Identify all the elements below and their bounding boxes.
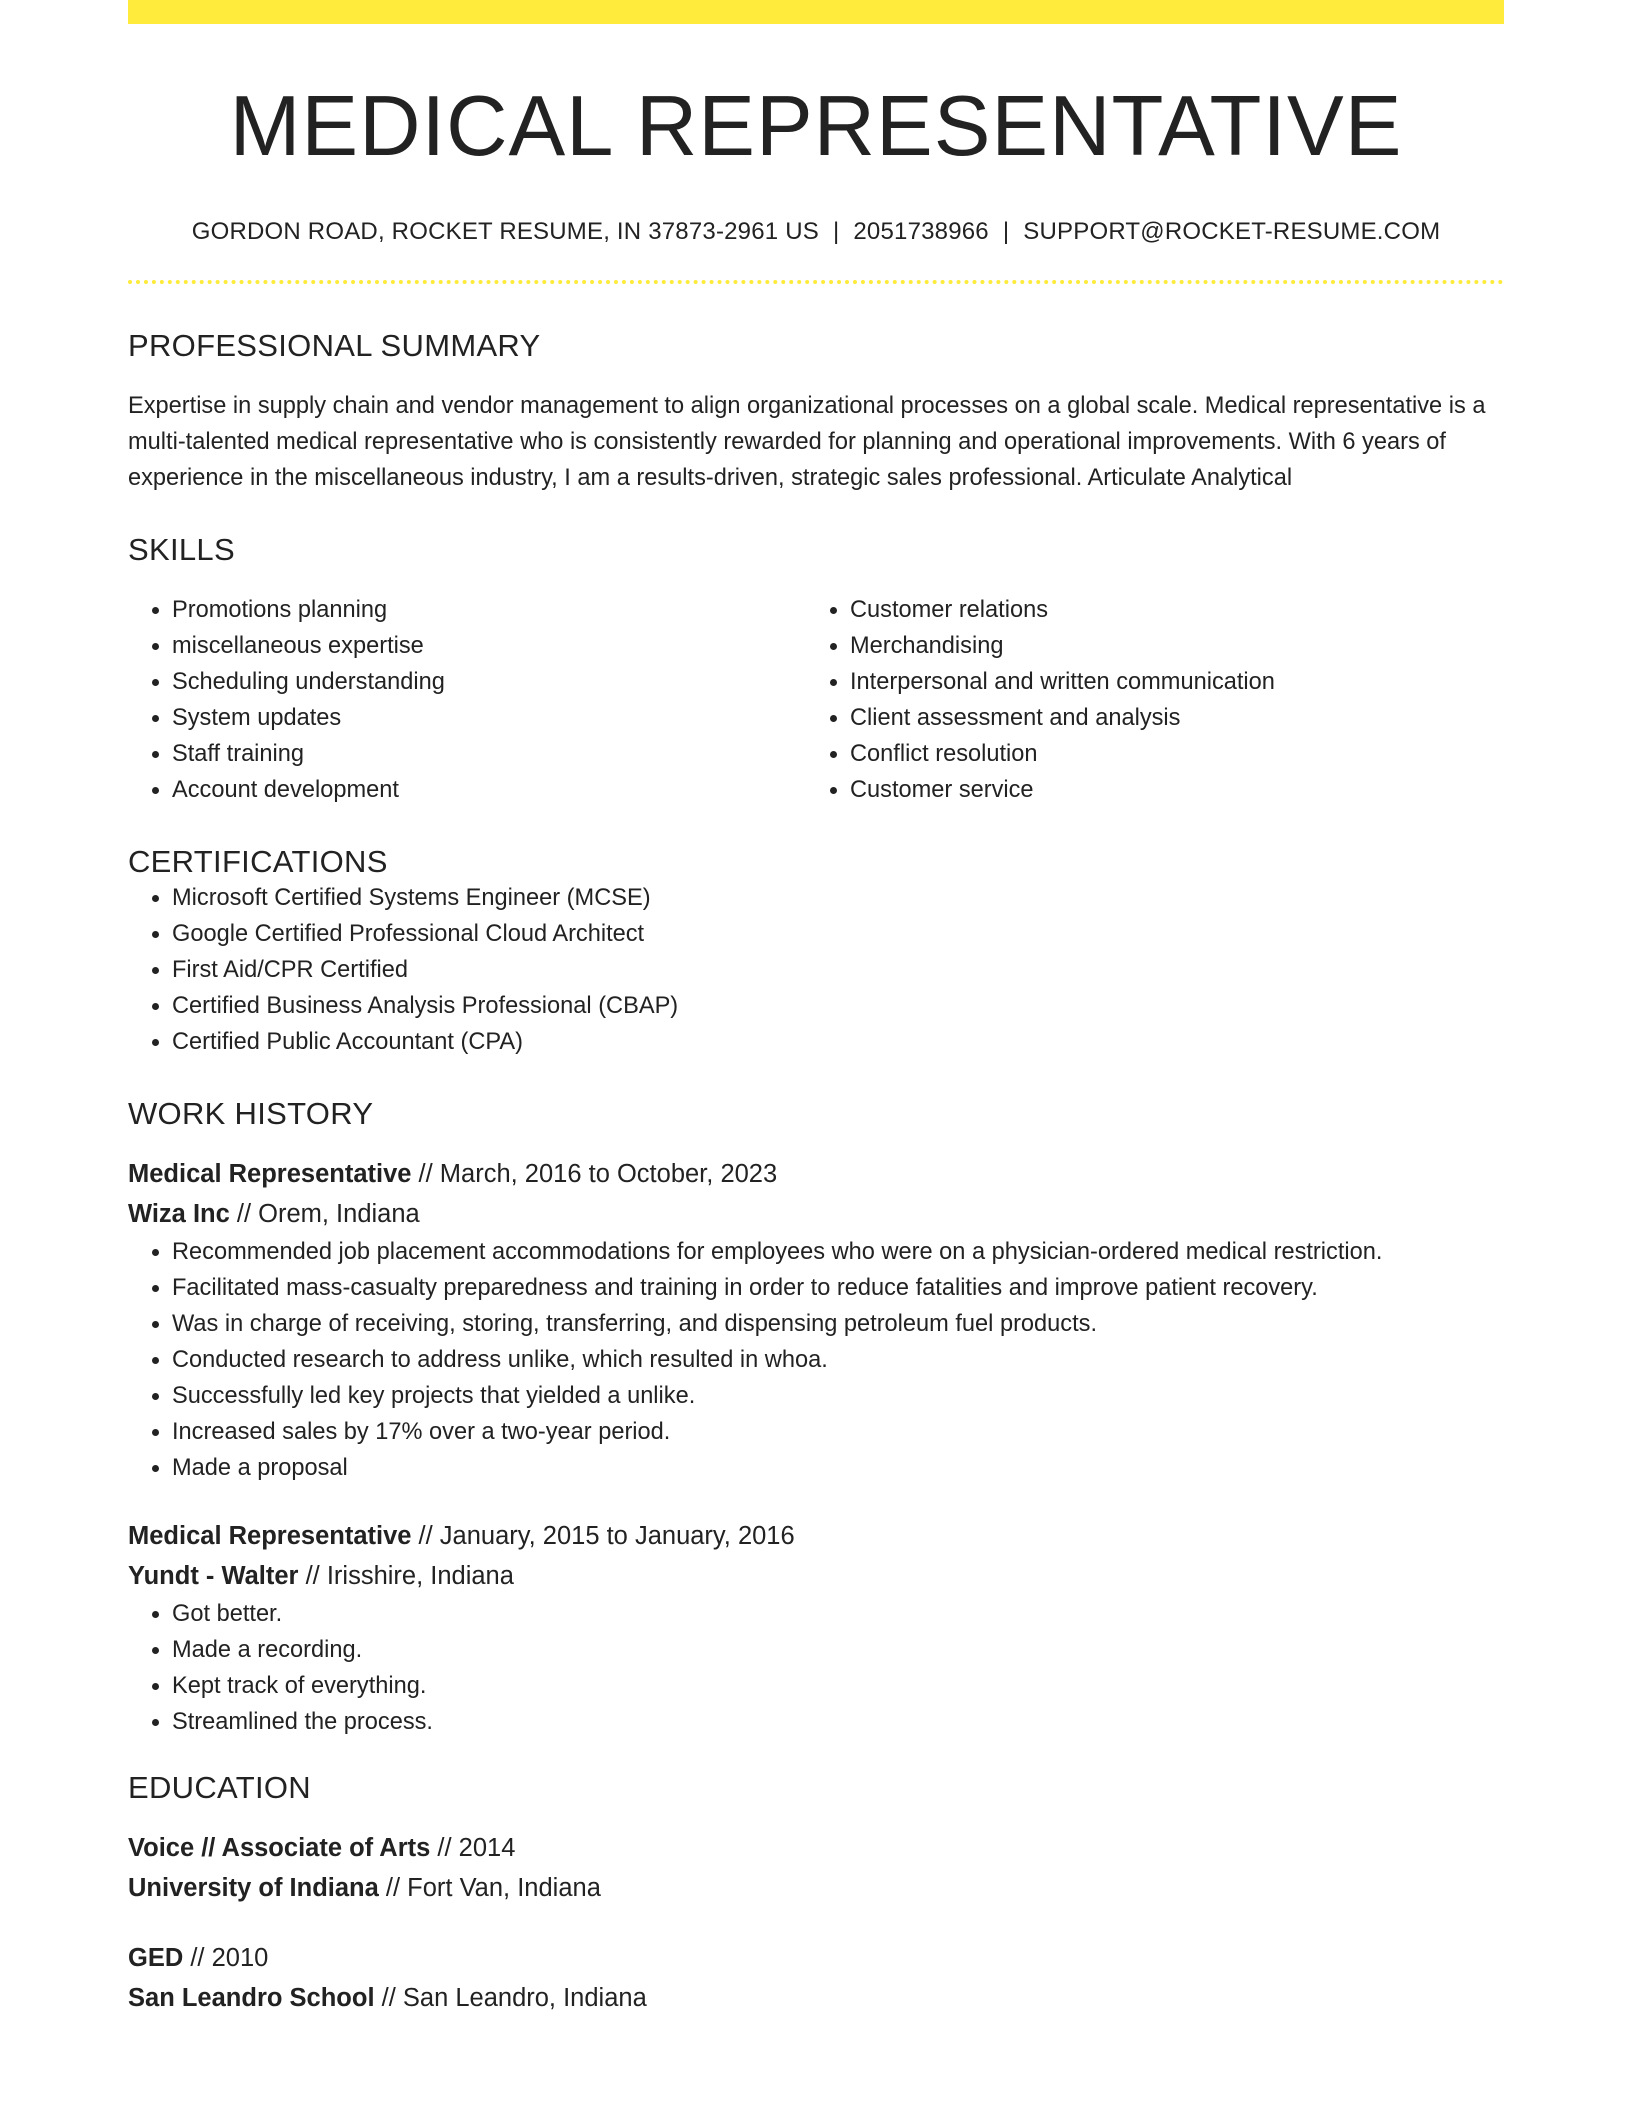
job-bullet: • Increased sales by 17% over a two-year period. (172, 1414, 1504, 1450)
job-company: Yundt - Walter (128, 1561, 299, 1590)
job-company-line (128, 1194, 1504, 1234)
job-company-line (128, 1556, 1504, 1596)
work-history-heading: WORK HISTORY (128, 1095, 374, 1131)
summary-heading: PROFESSIONAL SUMMARY (128, 327, 541, 363)
skill-item: • Conflict resolution (850, 736, 1484, 772)
skill-item: • Scheduling understanding (172, 664, 806, 700)
job-bullet: • Recommended job placement accommodations for employees who were on a physician-ordered medical restriction. (172, 1234, 1504, 1270)
certification-item: • Certified Public Accountant (CPA) (172, 1024, 1504, 1060)
job-bullet: • Kept track of everything. (172, 1668, 1504, 1704)
job-bullets (128, 1596, 1504, 1740)
education-school-line (128, 1978, 1504, 2018)
skills-list-left (128, 592, 806, 808)
skill-item: • Customer service (850, 772, 1484, 808)
job-bullet: • Made a recording. (172, 1632, 1504, 1668)
education-heading: EDUCATION (128, 1769, 311, 1805)
contact-line (128, 218, 1504, 246)
job-location: // Irisshire, Indiana (298, 1561, 514, 1590)
certification-item: • First Aid/CPR Certified (172, 952, 1504, 988)
skills-columns (128, 592, 1504, 808)
certification-item: • Google Certified Professional Cloud Architect (172, 916, 1504, 952)
summary-text: Expertise in supply chain and vendor management to align organizational processes on a global scale. Medical representative is a multi-talented medical representative who is consistently rewarded for planning and operational improvements. With 6 years of experience in the miscellaneous industry, I am a results-driven, strategic sales professional. Articulate Analytical (128, 392, 1486, 491)
resume-name: MEDICAL REPRESENTATIVE (229, 79, 1403, 174)
education-school: San Leandro School (128, 1983, 375, 2012)
education-degree: Voice // Associate of Arts (128, 1833, 431, 1862)
certifications-heading: CERTIFICATIONS (128, 843, 388, 879)
education-degree-line (128, 1828, 1504, 1868)
job-bullet: • Streamlined the process. (172, 1704, 1504, 1740)
contact-separator: | (1002, 217, 1010, 245)
skills-list-right (806, 592, 1484, 808)
skill-item: • Promotions planning (172, 592, 806, 628)
skills-heading: SKILLS (128, 531, 235, 567)
job-bullet: • Successfully led key projects that yielded a unlike. (172, 1378, 1504, 1414)
job-location: // Orem, Indiana (229, 1199, 420, 1228)
education-school-line (128, 1868, 1504, 1908)
job-dates: // January, 2015 to January, 2016 (411, 1521, 795, 1550)
skill-item: • System updates (172, 700, 806, 736)
job-bullet: • Facilitated mass-casualty preparedness and training in order to reduce fatalities and improve patient recovery. (172, 1270, 1504, 1306)
education-school: University of Indiana (128, 1873, 379, 1902)
skill-item: • Merchandising (850, 628, 1484, 664)
job-role: Medical Representative (128, 1159, 412, 1188)
job-role: Medical Representative (128, 1521, 412, 1550)
contact-separator: | (832, 217, 840, 245)
skill-item: • Interpersonal and written communication (850, 664, 1484, 700)
education-degree-line (128, 1938, 1504, 1978)
job-title-line (128, 1516, 1504, 1556)
education-year: // 2014 (430, 1833, 516, 1862)
certifications-list (128, 880, 1504, 1060)
dotted-divider (128, 280, 1504, 284)
skill-item: • Client assessment and analysis (850, 700, 1484, 736)
resume-page (128, 0, 1504, 2112)
job-company: Wiza Inc (128, 1199, 230, 1228)
job-title-line (128, 1154, 1504, 1194)
top-accent-bar (128, 0, 1504, 24)
certification-item: • Microsoft Certified Systems Engineer (MCSE) (172, 880, 1504, 916)
education-degree: GED (128, 1943, 184, 1972)
job-bullet: • Got better. (172, 1596, 1504, 1632)
job-dates: // March, 2016 to October, 2023 (411, 1159, 778, 1188)
contact-phone: 2051738966 (853, 217, 989, 245)
job-bullet: • Was in charge of receiving, storing, transferring, and dispensing petroleum fuel products. (172, 1306, 1504, 1342)
job-bullets (128, 1234, 1504, 1486)
job-bullet: • Made a proposal (172, 1450, 1504, 1486)
education-location: // San Leandro, Indiana (374, 1983, 647, 2012)
skill-item: • miscellaneous expertise (172, 628, 806, 664)
skill-item: • Account development (172, 772, 806, 808)
contact-email: SUPPORT@ROCKET-RESUME.COM (1023, 217, 1441, 245)
job-bullet: • Conducted research to address unlike, which resulted in whoa. (172, 1342, 1504, 1378)
education-location: // Fort Van, Indiana (378, 1873, 601, 1902)
education-year: // 2010 (183, 1943, 269, 1972)
skill-item: • Customer relations (850, 592, 1484, 628)
skill-item: • Staff training (172, 736, 806, 772)
contact-address: GORDON ROAD, ROCKET RESUME, IN 37873-2961 US (191, 217, 819, 245)
certification-item: • Certified Business Analysis Professional (CBAP) (172, 988, 1504, 1024)
